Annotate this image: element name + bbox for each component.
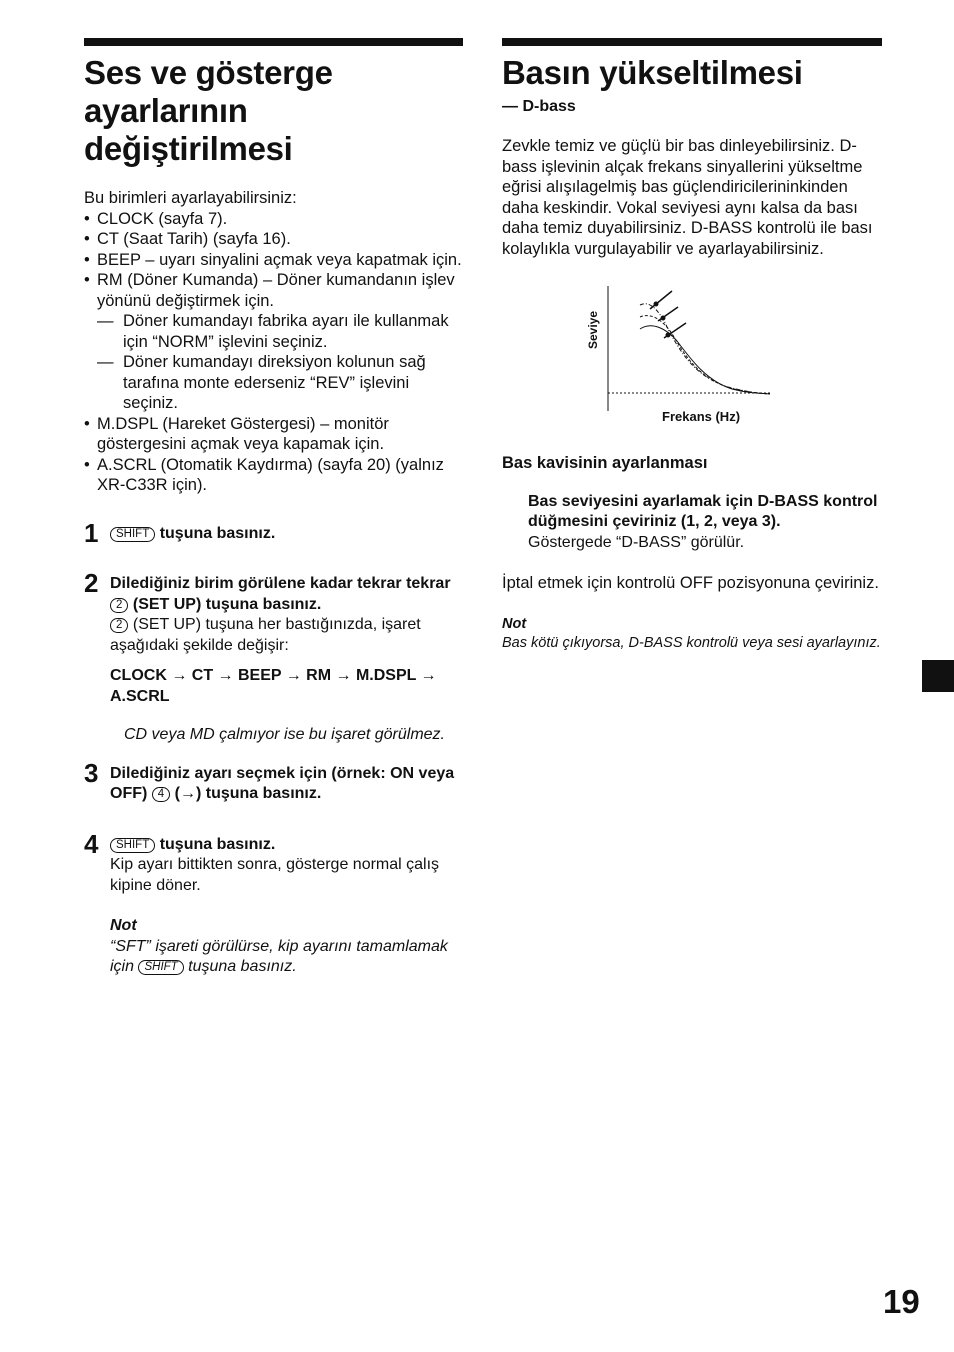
list-item: • BEEP – uyarı sinyalini açmak veya kapatmak için. <box>84 250 463 271</box>
instructions: Bas seviyesini ayarlamak için D-BASS kontrol düğmesini çeviriniz (1, 2, veya 3). Göstergede “D-BASS” görülür. <box>528 492 878 551</box>
list-item: • A.SCRL (Otomatik Kaydırma) (sayfa 20) (yalnız XR-C33R için). <box>84 455 463 496</box>
shift-key-icon: SHIFT <box>110 527 155 542</box>
step-2: 2 Dilediğiniz birim görülene kadar tekrar tekrar 2 (SET UP) tuşuna basınız. 2 (SET UP) tuşuna her bastığınızda, işaret aşağıdaki şekilde değişir: CLOCK → CT → BEEP → RM → M.DSPL → A.SCRL CD veya MD çalmıyor ise bu işaret görülmez. <box>84 574 463 746</box>
list-item: — Döner kumandayı direksiyon kolunun sağ tarafına monte ederseniz “REV” işlevini seçiniz. <box>97 352 463 414</box>
list-item: • M.DSPL (Hareket Göstergesi) – monitör göstergesini açmak veya kapamak için. <box>84 414 463 455</box>
title-rule <box>502 38 882 46</box>
key-2-icon: 2 <box>110 598 128 613</box>
section-heading: Bas kavisinin ayarlanması <box>502 454 708 472</box>
list-item: • CLOCK (sayfa 7). <box>84 209 463 230</box>
rm-options <box>97 311 463 414</box>
step-number: 1 <box>84 517 99 548</box>
left-title: Ses ve gösterge ayarlarının değiştirilmesi <box>84 54 333 167</box>
subtitle: — D-bass <box>502 98 576 115</box>
settings-list <box>84 209 463 496</box>
dbass-graph <box>502 281 882 441</box>
note-text: “SFT” işareti görülürse, kip ayarını tamamlamak için SHIFT tuşuna basınız. <box>110 937 448 975</box>
left-column <box>84 38 463 978</box>
step-number: 2 <box>84 568 99 598</box>
list-item: • RM (Döner Kumanda) – Döner kumandanın işlev yönünü değiştirmek için. — Döner kumandayı fabrika ayarı ile kullanmak için “NORM” işlevini seçiniz. — Döner kumandayı direksiyon kolunun sağ tarafına monte ederseniz “REV” işlevini seçiniz. <box>84 270 463 414</box>
shift-key-icon: SHIFT <box>110 838 155 853</box>
list-item: — Döner kumandayı fabrika ayarı ile kullanmak için “NORM” işlevini seçiniz. <box>97 311 463 352</box>
step-3: 3 Dilediğiniz ayarı seçmek için (örnek: ON veya OFF) 4 (→) tuşuna basınız. <box>84 757 455 802</box>
intro-text: Bu birimleri ayarlayabilirsiniz: <box>84 189 297 207</box>
step-number: 4 <box>84 828 99 859</box>
list-item: • CT (Saat Tarih) (sayfa 16). <box>84 229 463 250</box>
shift-key-icon: SHIFT <box>138 960 183 975</box>
title-rule <box>84 38 463 46</box>
step-4: 4 SHIFT tuşuna basınız. Kip ayarı bittikten sonra, gösterge normal çalış kipine döner. Not “SFT” işareti görülürse, kip ayarını tamamlamak için SHIFT tuşuna basınız. <box>84 835 463 978</box>
key-2-icon: 2 <box>110 618 128 633</box>
cancel-text: İptal etmek için kontrolü OFF pozisyonuna çeviriniz. <box>502 574 879 592</box>
note-text: Bas kötü çıkıyorsa, D-BASS kontrolü veya sesi ayarlayınız. <box>502 635 881 651</box>
section-tab-marker <box>922 660 954 692</box>
x-axis-label: Frekans (Hz) <box>662 409 741 424</box>
step-number: 3 <box>84 757 99 788</box>
step-1: 1 SHIFT tuşuna basınız. <box>84 517 276 548</box>
y-axis-label: Seviye <box>586 310 600 349</box>
footnote: CD veya MD çalmıyor ise bu işaret görülmez. <box>124 726 445 743</box>
key-4-icon: 4 <box>152 787 170 802</box>
page-number: 19 <box>883 1283 920 1320</box>
right-title: Basın yükseltilmesi <box>502 54 803 91</box>
sequence: CLOCK → CT → BEEP → RM → M.DSPL → A.SCRL <box>110 667 437 705</box>
description: Zevkle temiz ve güçlü bir bas dinleyebilirsiniz. D-bass işlevinin alçak frekans sinyallerini yükseltme eğrisi alışılagelmiş bas güçlendiricilerininkinden daha keskindir. Vokal seviyesi aynı kalsa da bası daha temiz duyabilirsiniz. D-BASS kontrolü ile bası kolaylıkla vurgulayabilir ve ayarlayabilirsiniz. <box>502 137 873 258</box>
note-title: Not <box>502 615 527 632</box>
right-column <box>502 38 882 652</box>
note-title: Not <box>110 917 137 934</box>
